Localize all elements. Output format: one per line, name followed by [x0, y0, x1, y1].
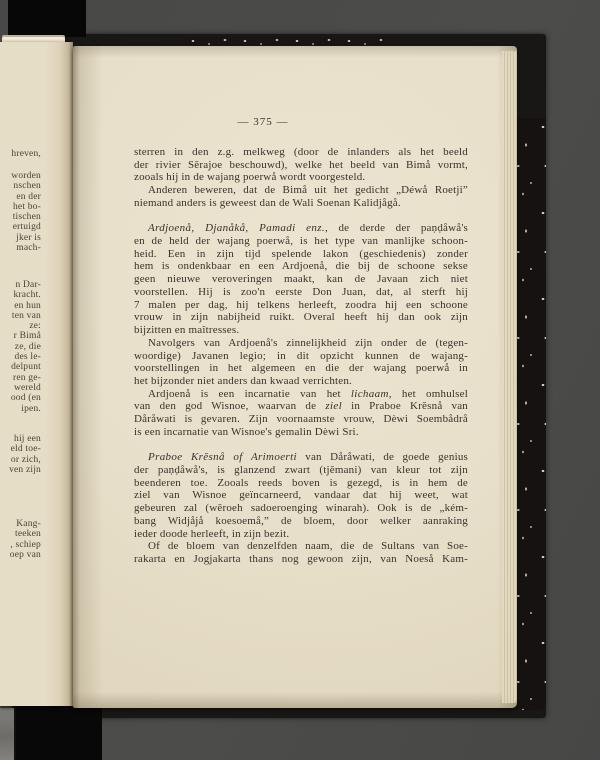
text-line: voorstellingen in het algemeen en die der wajang poerwå in — [134, 362, 468, 375]
left-page-text-fragment: wereld — [13, 382, 41, 393]
left-page-text-fragment: Kang- — [16, 519, 41, 529]
left-page-text-fragment: tischen — [12, 212, 41, 223]
left-page-text-fragment: het bo- — [12, 201, 41, 212]
left-page-text-fragment: ven zijn — [9, 464, 41, 475]
text-line: Ardjoenå is een incarnatie van het lichaam, het omhulsel — [148, 387, 468, 400]
text-line: bijzitten en maîtresses. — [134, 324, 240, 337]
page-stack-edges — [502, 51, 517, 703]
left-page-text-fragment: hij een — [14, 434, 41, 444]
text-line: beenderen toe. Zooals reeds boven is gezegd, is in hem de — [134, 476, 468, 489]
text-line: Ardjoenå, Djanåkå, Pamadi enz., de derde der paṇḍåwå's — [148, 222, 468, 235]
left-page-text-fragment: n Dar- — [15, 280, 41, 290]
left-page-text-fragment: r Bimå — [13, 331, 41, 342]
text-line: 7 malen per dag, hij telkens herleeft, zoodra hij een schoone — [134, 298, 468, 311]
text-line: der rivier Sĕrajoe beschouwd), welke het beeld van Bimå vormt, — [134, 158, 468, 171]
left-page-text-fragment: en der — [16, 191, 41, 202]
text-line: gebeuren zal (wĕroeh sadoeroenging winarah). Ook is de „kém- — [134, 502, 468, 515]
left-page-text-fragment: des le- — [14, 352, 41, 363]
left-page-text-fragment: delpunt — [11, 362, 41, 373]
left-page-text-fragment: ood (en — [10, 393, 41, 404]
left-page-text-fragment: ze, die — [14, 341, 41, 352]
left-page-fragment-group — [0, 434, 42, 475]
blank-line — [134, 210, 468, 223]
text-line: niemand anders is geweest dan de Wali Soenan Kalidjågå. — [134, 196, 401, 209]
text-line: en de held der wajang poerwå, is het type van manlijke schoon- — [134, 235, 468, 248]
text-line: Praboe Krĕsnå of Arimoerti van Dåråwati, de goede genius — [148, 451, 468, 464]
left-page-fragment-group — [0, 171, 42, 253]
blank-line — [134, 439, 468, 452]
left-page-fragment-group — [0, 280, 42, 414]
left-page-text-fragment: eld toe- — [10, 444, 41, 455]
left-page-text-fragment: mach- — [16, 243, 41, 254]
text-line: Navolgers van Ardjoenå's zinnelijkheid zijn onder de (tegen- — [148, 336, 468, 349]
text-line: ieder doode herleeft, in zijn bezit. — [134, 527, 290, 540]
text-line: rakarta en Jogjakarta thans nog gewoon zijn, van Noeså Kam- — [134, 553, 468, 565]
text-line: Of de bloem van denzelfden naam, die de Sultans van Soe- — [148, 540, 468, 553]
text-line: bang Widjåjå koesoemå,” de bloem, door welker aanraking — [134, 514, 468, 527]
text-line: vrouw in zijn nabijheid ruikt. Overal heeft hij dan ook zijn — [134, 311, 468, 324]
page-number: — 375 — — [237, 116, 289, 128]
text-line: heid. Een in zijn tijd spelende lakon (geschiedenis) zonder — [134, 247, 468, 260]
text-line: geen nieuwe veroveringen maakt, kan de Javaan zich niet — [134, 273, 468, 286]
text-line: Dåråwati is gevaren. Zijn voornaamste vrouw, Dèwi Soembådrå — [134, 413, 468, 426]
left-page-text-fragment: or zich, — [10, 454, 41, 465]
left-page-fragment-group — [0, 519, 42, 560]
page-text — [134, 146, 468, 566]
left-page-text-fragment: en hun — [14, 300, 41, 311]
facing-page-text-fragments — [0, 0, 41, 760]
text-line: Anderen beweren, dat de Bimå uit het gedicht „Déwå Roetji” — [148, 184, 468, 197]
text-line: der paṇḍåwå's, is glanzend zwart (tjĕmani) van kleur tot zijn — [134, 463, 468, 476]
text-line: ziel van Wisnoe geïncarneerd, vandaar dat hij weet, wat — [134, 489, 468, 502]
text-line: hem is ondenkbaar en een Ardjoenå, die bij de schoone sekse — [134, 260, 468, 273]
text-line: sterren in den z.g. melkweg (door de inlanders als het beeld — [134, 146, 468, 158]
text-line: van den god Wisnoe, waarvan de ziel in Praboe Krĕsnå van — [134, 400, 468, 413]
left-page-text-fragment: ertuigd — [12, 222, 41, 233]
left-page-text-fragment: jker is — [16, 232, 41, 243]
left-page-fragment-group — [0, 149, 42, 159]
left-page-text-fragment: kracht. — [13, 290, 41, 301]
text-line: voorstellen. Hij is zoo'n eerste Don Juan, dat, al sterft hij — [134, 285, 468, 298]
text-line: het bijzonder niet anders dan kwaad verrichten. — [134, 374, 353, 387]
text-line: is een incarnatie van Wisnoe's gemalin Dèwi Sri. — [134, 425, 359, 438]
left-page-text-fragment: ren ge- — [12, 372, 41, 383]
book-page — [73, 46, 517, 708]
left-page-text-fragment: oep van — [9, 549, 41, 560]
left-page-text-fragment: worden — [11, 171, 41, 181]
left-page-text-fragment: , schiep — [10, 539, 41, 550]
left-page-text-fragment: ten van — [11, 310, 41, 321]
left-page-text-fragment: ze: — [29, 321, 41, 332]
text-line: woordige) Javanen legio; in dit opzicht kunnen de wajang- — [134, 349, 468, 362]
left-page-text-fragment: nschen — [13, 181, 41, 192]
left-page-text-fragment: ipen. — [21, 403, 41, 414]
text-line: zooals hij in de wajang poerwå wordt voorgesteld. — [134, 171, 366, 184]
left-page-text-fragment: teeken — [15, 529, 41, 540]
left-page-text-fragment: hreven, — [11, 149, 41, 159]
